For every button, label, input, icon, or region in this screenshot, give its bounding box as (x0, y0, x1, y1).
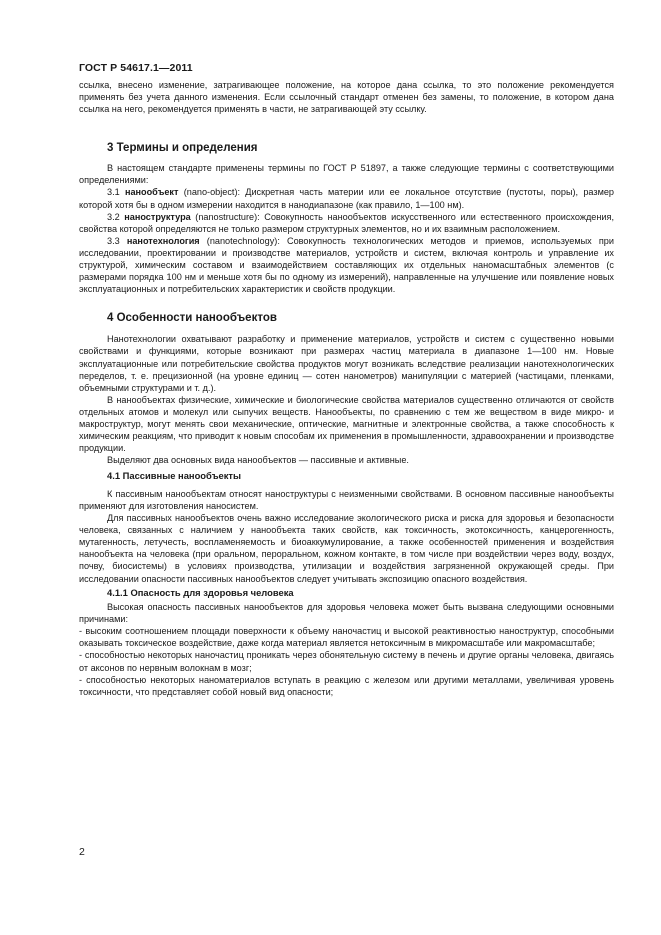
term-definition: (nano-object): Дискретная часть материи или ее локальное отсутствие (пустоты, поры), размер которой хотя бы в одном измерении находится в нанодиапазоне (как правило, 1—100 нм). (79, 187, 614, 210)
subsection-4-1-1-lead: Высокая опасность пассивных нанообъектов для здоровья человека может быть вызвана следующими основными причинами: (79, 602, 614, 625)
page-number: 2 (79, 846, 85, 858)
term-3-2 (79, 211, 614, 235)
term-name: нанообъект (124, 187, 179, 198)
term-number: 3.1 (107, 187, 125, 198)
subsection-4-1-paragraph: Для пассивных нанообъектов очень важно исследование экологического риска и риска для здоровья и безопасности человека, связанных с наличием у нанообъекта таких свойств, как токсичность, экотоксичность, канцерогенность, мутагенность, летучесть, воспламеняемость и биоаккумулирование, а также особенностей применения и воздействия нанообъекта на человека (при оральном, пероральном, кожном контакте, в том числе при воздействии через воду, воздух, почву, биосистемы) в условиях производства, утилизации и воздействия загрязненной окружающей среды. При исследовании опасности пассивных нанообъектов следует учитывать экспозицию опасного воздействия. (79, 513, 614, 584)
subsection-4-1-1-title: 4.1.1 Опасность для здоровья человека (107, 586, 294, 598)
section-3-lead: В настоящем стандарте применены термины по ГОСТ Р 51897, а также следующие термины с соответствующими определениями: (79, 163, 614, 186)
term-definition: (nanotechnology): Совокупность технологических методов и приемов, используемых при исследовании, проектировании и производстве материалов, устройств и систем, включая контроль и управление их структурой, химическим составом и взаимодействием составляющих их отдельных наномасштабных элементов (с размерами порядка 100 нм и меньше хотя бы по одному из измерений), направленные на улучшение или появление новых эксплуатационных и потребительских характеристик и свойств продукции. (79, 235, 614, 295)
term-number: 3.2 (107, 211, 125, 222)
section-4-title: 4 Особенности нанообъектов (107, 312, 277, 325)
term-name: нанотехнология (126, 235, 200, 246)
list-item: - высоким соотношением площади поверхности к объему наночастиц и высокой реактивностью наноструктур, способными оказывать токсическое воздействие, даже когда материал является нетоксичным в микромасштабе или макромасштабе; (79, 626, 614, 649)
term-3-1 (79, 186, 614, 210)
term-number: 3.3 (107, 235, 127, 246)
term-3-3 (79, 235, 614, 295)
subsection-4-1-title: 4.1 Пассивные нанообъекты (107, 470, 242, 482)
section-4-paragraph: Нанотехнологии охватывают разработку и применение материалов, устройств и систем с существенно новыми свойствами и функциями, которые возникают при размерах частиц материала в диапазоне 1—100 нм. Новые эксплуатационные или потребительские свойства продуктов могут возникать вследствие реализации нанотехнологических переделов, т. е. прецизионной (на уровне единиц — сотен нанометров) манипуляции с материей (частицами, пленками, объемными структурами и т. д.). (79, 334, 614, 393)
term-name: наноструктура (124, 211, 191, 222)
section-4-paragraph: В нанообъектах физические, химические и биологические свойства материалов существенно отличаются от свойств отдельных атомов и молекул или сыпучих веществ. Нанообъекты, по сравнению с тем же веществом в виде микро- и макроструктур, могут менять свои механические, оптические, магнитные и электронные свойства, а также способность к химическим реакциям, что приводит к новым способам их применения в промышленности, здравоохранении и производстве продукции. (79, 394, 614, 454)
intro-paragraph: ссылка, внесено изменение, затрагивающее положение, на которое дана ссылка, то это положение рекомендуется применять без учета данного изменения. Если ссылочный стандарт отменен без замены, то положение, в котором дана ссылка на него, рекомендуется применять в части, не затрагивающей эту ссылку. (79, 80, 614, 115)
subsection-4-1-paragraph: К пассивным нанообъектам относят наноструктуры с неизменными свойствами. В основном пассивные нанообъекты применяют для изготовления наносистем. (79, 488, 614, 511)
list-item: - способностью некоторых наночастиц проникать через обонятельную систему в печень и другие органы человека, двигаясь от аксонов по нервным волокнам в мозг; (79, 650, 614, 673)
section-3-title: 3 Термины и определения (107, 142, 258, 155)
document-header: ГОСТ Р 54617.1—2011 (79, 62, 193, 74)
section-4-paragraph: Выделяют два основных вида нанообъектов — пассивные и активные. (107, 455, 409, 466)
document-body (79, 79, 614, 698)
term-definition: (nanostructure): Совокупность нанообъектов искусственного или естественного происхождения, свойства которой определяются не только размером структурных элементов, но и их взаимным расположением. (79, 211, 614, 234)
list-item: - способностью некоторых наноматериалов вступать в реакцию с железом или другими металлами, увеличивая уровень токсичности, что представляет собой новый вид опасности; (79, 674, 614, 697)
